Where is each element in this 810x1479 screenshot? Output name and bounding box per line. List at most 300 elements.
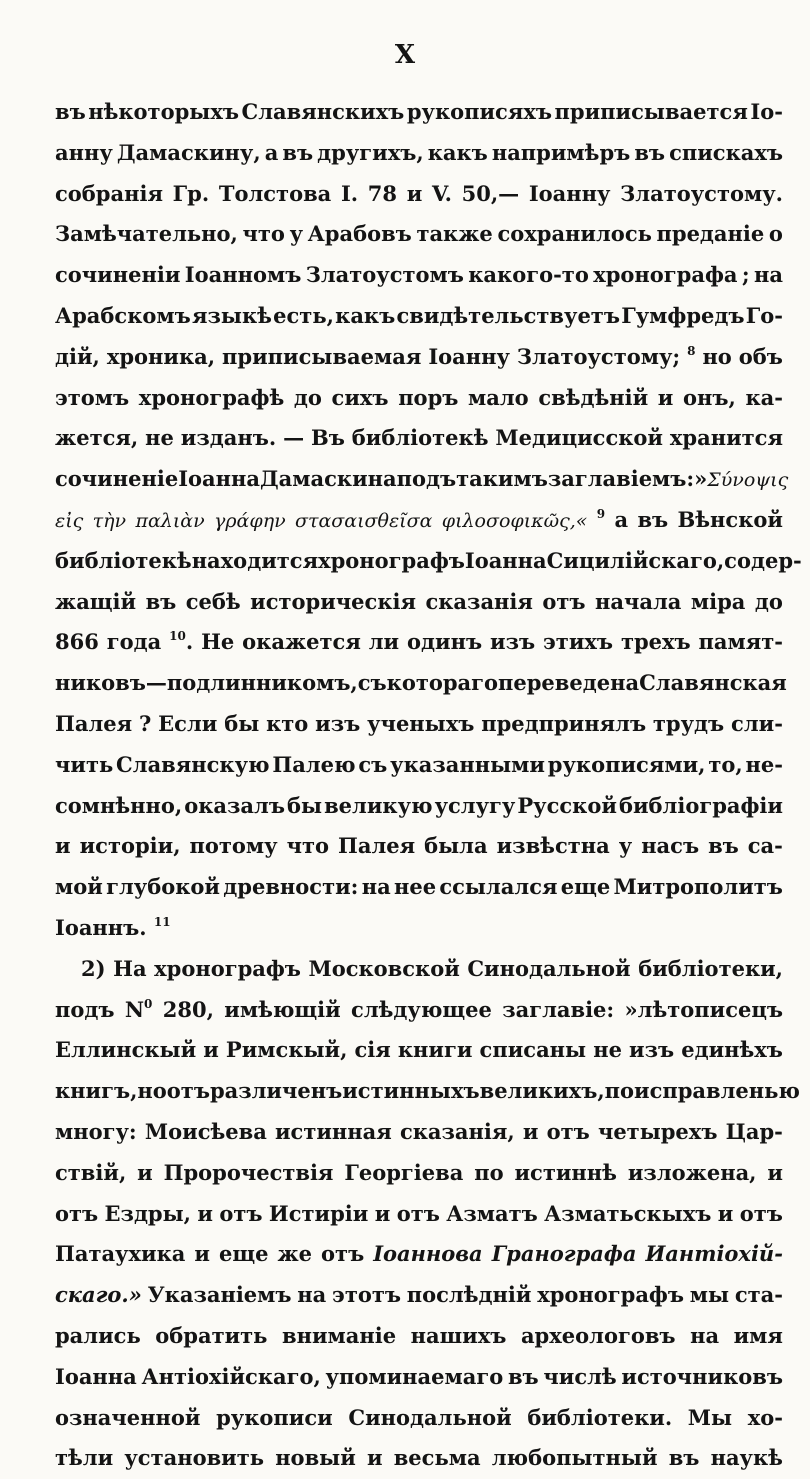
word: какого-то xyxy=(468,262,589,288)
word: Славянскихъ xyxy=(241,99,405,124)
word: сомнѣнно, xyxy=(55,792,183,818)
word: Славянская xyxy=(639,670,787,696)
word: Русской xyxy=(517,792,617,818)
word: — xyxy=(145,670,167,696)
word: Златоустому; xyxy=(516,343,681,369)
word: Гр. xyxy=(172,180,210,206)
word: мой xyxy=(55,874,103,900)
word: въ xyxy=(507,1363,539,1389)
word: до xyxy=(754,588,783,614)
word: ствій, xyxy=(55,1159,127,1185)
text-line xyxy=(55,1398,783,1439)
text-line xyxy=(55,582,783,623)
word: φιλοσοφικῶς,« xyxy=(441,509,588,532)
word: Синодальной xyxy=(348,1404,512,1430)
word: Пророчествія xyxy=(163,1159,334,1185)
word: библіографіи xyxy=(618,792,783,818)
word: и xyxy=(657,384,674,410)
word: Славянскую xyxy=(116,751,270,777)
word: ученыхъ xyxy=(367,710,475,736)
word: библіотекѣ xyxy=(55,547,192,573)
word: изложена, xyxy=(627,1159,757,1185)
word: дій, xyxy=(55,343,100,369)
text-line xyxy=(55,908,783,949)
word: и xyxy=(137,1159,153,1185)
word: упоминаемаго xyxy=(325,1363,504,1389)
word: Цар- xyxy=(725,1118,783,1144)
word: 280, xyxy=(162,996,214,1022)
word: Истиріи xyxy=(268,1200,369,1226)
word: объ xyxy=(738,343,783,369)
word: ли xyxy=(368,629,400,655)
word: указанными xyxy=(390,751,545,777)
word: одинъ xyxy=(407,629,483,655)
word: въ xyxy=(637,506,669,532)
word: сочиненіи xyxy=(55,262,181,288)
word: Римскый, xyxy=(225,1037,348,1063)
word: такимъ xyxy=(456,466,548,492)
text-line: 866 года $^{10}$. Не окажется ли одинъ изъ этихъ трехъ памят- xyxy=(55,622,783,663)
word: хроника, xyxy=(106,343,216,369)
word: свѣдѣній xyxy=(538,384,649,410)
word: различенъ xyxy=(209,1078,343,1104)
text-line xyxy=(55,990,783,1031)
word: заглавіе: xyxy=(502,996,615,1022)
word: παλιὰν xyxy=(135,509,205,532)
word: сочиненіе xyxy=(55,466,179,492)
word: сія xyxy=(354,1037,391,1063)
word: хо- xyxy=(747,1404,783,1430)
word: и xyxy=(203,1037,219,1063)
word: слѣдующее xyxy=(351,996,492,1022)
word: наукѣ xyxy=(710,1445,783,1471)
page-number: X xyxy=(394,40,416,70)
word: котораго xyxy=(386,670,499,696)
word: есть, xyxy=(273,302,334,328)
word: сказанія, xyxy=(399,1118,515,1144)
text-line xyxy=(55,1316,783,1357)
word: хронографъ xyxy=(318,547,465,573)
word: Іоаннъ. xyxy=(55,914,147,940)
word: окажется xyxy=(242,629,361,655)
word: Сицилійскаго, xyxy=(546,547,725,573)
word: на xyxy=(690,1322,720,1348)
word: языкѣ xyxy=(191,302,272,328)
word: имя xyxy=(733,1322,783,1348)
word: тѣли xyxy=(55,1445,114,1471)
word: подъ xyxy=(396,466,457,492)
word: нее xyxy=(393,874,437,900)
text-line xyxy=(55,133,783,174)
word: отъ xyxy=(546,1118,590,1144)
text-line xyxy=(55,296,783,337)
word: и xyxy=(717,1200,734,1226)
word: и xyxy=(194,1241,210,1267)
text-line xyxy=(55,786,783,827)
word: Моисѣева xyxy=(144,1118,267,1144)
word: Го- xyxy=(745,302,783,328)
word: Палею xyxy=(272,751,356,777)
word: ка- xyxy=(745,384,783,410)
word: на xyxy=(361,874,391,900)
text-line xyxy=(55,174,783,215)
word: насъ xyxy=(641,833,700,859)
word: и xyxy=(374,1200,391,1226)
word: мы xyxy=(689,1282,730,1308)
word: изданъ. xyxy=(180,425,277,451)
word: рались xyxy=(55,1322,141,1348)
text-line xyxy=(55,459,789,500)
word: библіотеки, xyxy=(638,955,783,981)
text-line xyxy=(55,1194,783,1235)
word: Еллинскый xyxy=(55,1037,197,1063)
text-line xyxy=(55,1112,783,1153)
word: 78 xyxy=(367,180,398,206)
word: памят- xyxy=(698,629,783,655)
word: Патаухика xyxy=(55,1241,186,1267)
word: приписывается xyxy=(554,99,748,124)
word: же xyxy=(277,1241,313,1267)
word: Палея xyxy=(338,833,416,859)
word: сказанія xyxy=(425,588,533,614)
word: хронографъ xyxy=(537,1282,684,1308)
word: многу: xyxy=(55,1118,137,1144)
word: отъ xyxy=(321,1241,365,1267)
word: и xyxy=(197,1200,213,1226)
word: оказалъ xyxy=(184,792,285,818)
word: поръ xyxy=(398,384,459,410)
word: Дамаскину, xyxy=(116,139,261,165)
word: Иантіохій- xyxy=(645,1241,783,1267)
word: хронографъ xyxy=(154,955,301,981)
word: археологовъ xyxy=(520,1322,676,1348)
word: а xyxy=(264,139,279,165)
footnote-ref: 8 xyxy=(687,343,696,358)
word: новый xyxy=(275,1445,356,1471)
word: Азматъ xyxy=(446,1200,538,1226)
word: услугу xyxy=(434,792,516,818)
word: Іоанна xyxy=(464,547,547,573)
word: нашихъ xyxy=(410,1322,507,1348)
word: Іоанну xyxy=(428,343,510,369)
word: Въ xyxy=(311,425,345,451)
word: исправленью xyxy=(634,1078,800,1104)
word: Дамаскина xyxy=(259,466,397,492)
footnote-ref: 10 xyxy=(169,629,186,644)
word: и xyxy=(55,833,71,859)
word: источниковъ xyxy=(621,1363,783,1389)
word: и xyxy=(767,1159,783,1185)
word: »Σύνοψις xyxy=(694,466,789,492)
word: Гранографа xyxy=(491,1241,637,1267)
word: великихъ, xyxy=(479,1078,605,1104)
word: заглавіемъ: xyxy=(547,466,695,492)
word: переведена xyxy=(498,670,640,696)
word: жется, xyxy=(55,425,139,451)
word: нѣкоторыхъ xyxy=(88,99,239,124)
word: числѣ xyxy=(543,1363,617,1389)
word: Азматьскыхъ xyxy=(544,1200,712,1226)
word: то, xyxy=(708,751,743,777)
word: какъ xyxy=(335,302,396,328)
word: 866 xyxy=(55,629,99,655)
word: любопытный xyxy=(491,1445,658,1471)
text-line xyxy=(55,1275,783,1316)
footnote-ref: 0 xyxy=(144,996,153,1011)
word: установить xyxy=(124,1445,265,1471)
text-line xyxy=(55,500,783,541)
word: отъ xyxy=(396,1200,440,1226)
word: въ xyxy=(708,833,739,859)
word: Георгіева xyxy=(344,1159,464,1185)
word: ста- xyxy=(734,1282,783,1308)
word: но xyxy=(137,1078,167,1104)
word: никовъ xyxy=(55,670,146,696)
word: Толстова xyxy=(218,180,332,206)
word: какъ xyxy=(427,139,488,165)
word: съ xyxy=(358,751,388,777)
text-line xyxy=(55,663,787,704)
word: приписываемая xyxy=(222,343,422,369)
word: отъ xyxy=(166,1078,210,1104)
word: съ xyxy=(357,670,387,696)
word: года xyxy=(106,629,162,655)
word: историческія xyxy=(250,588,416,614)
word: послѣдній xyxy=(406,1282,532,1308)
word: отъ xyxy=(219,1200,263,1226)
word: находится xyxy=(191,547,319,573)
word: у xyxy=(289,221,304,247)
text-line xyxy=(55,1071,800,1112)
word: γράφην xyxy=(214,509,286,532)
text-line xyxy=(55,378,783,419)
word: на xyxy=(754,262,783,288)
word: Іоанну xyxy=(528,180,611,206)
word: списаны xyxy=(479,1037,587,1063)
word: по xyxy=(474,1159,504,1185)
word: отъ xyxy=(55,1200,99,1226)
word: книгъ, xyxy=(55,1078,138,1104)
word: а xyxy=(614,506,629,532)
word: была xyxy=(424,833,488,859)
word: Вѣнской xyxy=(677,506,783,532)
word: обратить xyxy=(155,1322,268,1348)
word: исторіи, xyxy=(79,833,181,859)
word: онъ, xyxy=(683,384,736,410)
word: $N^0$ xyxy=(124,996,153,1022)
word: въ xyxy=(55,99,86,124)
word: и xyxy=(366,1445,383,1471)
word: о xyxy=(768,221,783,247)
word: себѣ xyxy=(185,588,241,614)
word: истинныхъ xyxy=(342,1078,480,1104)
text-line xyxy=(55,92,783,133)
word: Палея xyxy=(55,710,133,736)
word: хранится xyxy=(669,425,783,451)
word: трудъ xyxy=(652,710,725,736)
word: четырехъ xyxy=(597,1118,718,1144)
word: Указаніемъ xyxy=(147,1282,292,1308)
word: »лѣтописецъ xyxy=(624,996,783,1022)
word: отъ xyxy=(542,588,586,614)
word: этомъ xyxy=(55,384,130,410)
text-line xyxy=(55,1153,783,1194)
word: ссылался xyxy=(439,874,558,900)
word: вниманіе xyxy=(281,1322,397,1348)
word: истинная xyxy=(274,1118,392,1144)
word: этотъ xyxy=(332,1282,401,1308)
word: предпринялъ xyxy=(481,710,647,736)
text-line xyxy=(55,418,783,459)
word: рукописи xyxy=(216,1404,333,1430)
word: не xyxy=(145,425,174,451)
word: τὴν xyxy=(92,509,127,532)
word: и xyxy=(522,1118,539,1144)
text-line xyxy=(55,867,783,908)
word: собранія xyxy=(55,180,163,206)
word: Антіохійскаго, xyxy=(141,1363,321,1389)
text-line xyxy=(55,1030,783,1071)
word: означенной xyxy=(55,1404,201,1430)
word: Іо- xyxy=(750,99,783,124)
word: трехъ xyxy=(620,629,691,655)
text-line xyxy=(55,745,783,786)
word: рукописяхъ xyxy=(406,99,552,124)
word: подлинникомъ, xyxy=(166,670,358,696)
word: Гумфредъ xyxy=(621,302,745,328)
word: Іоанна xyxy=(55,1363,137,1389)
word: подъ xyxy=(55,996,115,1022)
word: весьма xyxy=(393,1445,481,1471)
word: сли- xyxy=(731,710,783,736)
word: Если xyxy=(158,710,218,736)
word: εἰς xyxy=(55,509,84,532)
word: спискахъ xyxy=(669,139,783,165)
word: 50,— xyxy=(461,180,520,206)
word: также xyxy=(416,221,493,247)
word: изъ xyxy=(315,710,361,736)
word: V. xyxy=(431,180,452,206)
word: до xyxy=(293,384,322,410)
word: бы xyxy=(286,792,323,818)
word: Мы xyxy=(687,1404,733,1430)
word: въ xyxy=(668,1445,700,1471)
word: рукописями, xyxy=(547,751,706,777)
word: хронографа xyxy=(593,262,738,288)
word: I. xyxy=(340,180,359,206)
word: Іоаннова xyxy=(373,1241,483,1267)
word: еще xyxy=(560,874,611,900)
text-line xyxy=(55,949,783,990)
text-line xyxy=(55,541,802,582)
word: Замѣчательно, xyxy=(55,221,238,247)
text-line xyxy=(55,1438,783,1479)
word: анну xyxy=(55,139,113,165)
word: начала xyxy=(595,588,682,614)
word: у xyxy=(618,833,633,859)
word: не- xyxy=(745,751,783,777)
word: кто xyxy=(266,710,309,736)
word: скаго.» xyxy=(55,1282,142,1308)
word: бы xyxy=(224,710,260,736)
word: еще xyxy=(218,1241,269,1267)
body-text xyxy=(55,92,802,1479)
word: содер- xyxy=(724,547,802,573)
text-line xyxy=(55,214,783,255)
word: единѣхъ xyxy=(681,1037,783,1063)
word: στασαισθεῖσα xyxy=(294,509,433,532)
word: и xyxy=(406,180,423,206)
word: имѣющій xyxy=(224,996,341,1022)
word: На xyxy=(113,955,147,981)
word: въ xyxy=(282,139,314,165)
word: не xyxy=(593,1037,622,1063)
word: изъ xyxy=(629,1037,675,1063)
word: извѣстна xyxy=(496,833,610,859)
word: ? xyxy=(138,710,152,736)
word: этихъ xyxy=(543,629,614,655)
word: великую xyxy=(324,792,433,818)
word: книги xyxy=(397,1037,473,1063)
text-line xyxy=(55,255,783,296)
word: хронографѣ xyxy=(138,384,285,410)
word: потому xyxy=(189,833,278,859)
text-line xyxy=(55,337,783,378)
word: глубокой xyxy=(106,874,220,900)
word: библіотекѣ xyxy=(351,425,489,451)
text-line xyxy=(55,1357,783,1398)
text-line xyxy=(55,826,783,867)
word: истиннѣ xyxy=(514,1159,617,1185)
word: чить xyxy=(55,751,114,777)
word: Не xyxy=(201,629,235,655)
word: Арабскомъ xyxy=(55,302,191,328)
word: сихъ xyxy=(331,384,389,410)
word: 2) xyxy=(81,955,106,981)
word: ; xyxy=(741,262,750,288)
word: жащій xyxy=(55,588,137,614)
word: свидѣтельствуетъ xyxy=(396,302,620,328)
word: Московской xyxy=(308,955,460,981)
word: Ездры, xyxy=(104,1200,191,1226)
word: — xyxy=(283,425,305,451)
word: сохранилось xyxy=(497,221,652,247)
word: на xyxy=(297,1282,327,1308)
word: по xyxy=(604,1078,635,1104)
word: міра xyxy=(690,588,746,614)
text-line xyxy=(55,704,783,745)
word: въ xyxy=(634,139,666,165)
word: Златоустому. xyxy=(620,180,783,206)
word: Митрополитъ xyxy=(613,874,783,900)
word: Синодальной xyxy=(467,955,631,981)
word: Іоанномъ xyxy=(184,262,302,288)
word: другихъ, xyxy=(317,139,424,165)
text-line xyxy=(55,1234,783,1275)
word: библіотеки. xyxy=(527,1404,673,1430)
word: что xyxy=(242,221,285,247)
word: Іоанна xyxy=(178,466,260,492)
word: напримѣръ xyxy=(491,139,631,165)
word: Златоустомъ xyxy=(305,262,464,288)
word: мало xyxy=(468,384,529,410)
footnote-ref: 9 xyxy=(596,506,606,521)
word: изъ xyxy=(490,629,536,655)
word: древности: xyxy=(223,874,359,900)
word: что xyxy=(286,833,329,859)
word: въ xyxy=(145,588,177,614)
word: Медицисской xyxy=(495,425,663,451)
